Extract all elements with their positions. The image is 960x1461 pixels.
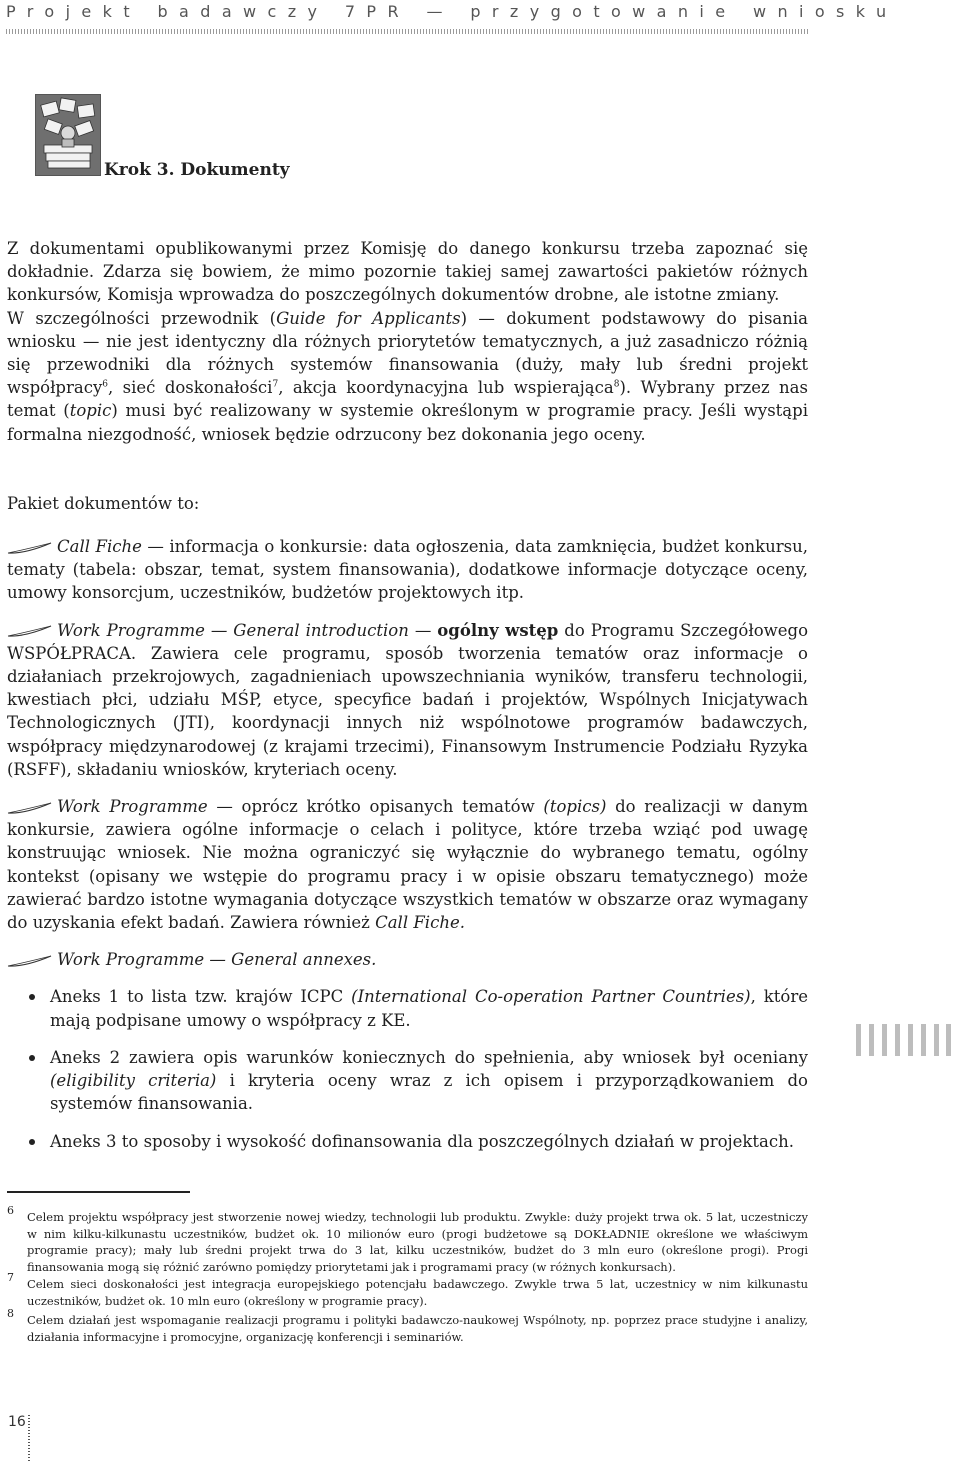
annex-bullet-1 bbox=[7, 985, 808, 1031]
page-number: 16 bbox=[8, 1414, 26, 1430]
step-title: Krok 3. Dokumenty bbox=[104, 160, 290, 180]
item-text: do Programu Szczegółowego WSPÓŁPRACA. Zawiera cele programu, sposób tworzenia tematów oraz informacje o działaniach przekrojowych, zagadnieniach upowszechniania wyników, transferu technologii, kwestiach płci, udziału MŚP, etyce, specyfice badań i projektów, Wspólnych Inicjatywach Technologicznych (JTI), koordynacji innych niż wspólnotowe programów badawczych, współpracy międzynarodowej (z krajami trzecimi), Finansowym Instrumencie Podziału Ryzyka (RSFF), składaniu wniosków, kryteriach oceny. bbox=[7, 620, 809, 779]
page-number-marks bbox=[28, 1415, 30, 1461]
annex-text: Aneks 1 to lista tzw. krajów ICPC bbox=[50, 987, 352, 1007]
item-italic: (topics) bbox=[543, 797, 607, 817]
page-edge-marks bbox=[856, 1024, 952, 1056]
annex-text: Aneks 2 zawiera opis warunków koniecznych do spełnienia, aby wniosek był oceniany bbox=[50, 1047, 808, 1067]
item-separator: — bbox=[408, 620, 438, 640]
header-rule bbox=[6, 29, 808, 34]
package-item-general-annexes bbox=[7, 948, 808, 971]
item-title: Work Programme — General introduction bbox=[57, 620, 409, 640]
item-text: — informacja o konkursie: data ogłoszenia, data zamknięcia, budżet konkursu, tematy (tabela: obszar, temat, system finansowania), dodatkowe informacje dotyczące oceny, umowy konsorcjum, uczestników, budżetów projektowych itp. bbox=[7, 537, 808, 603]
footnote-ref: 8 bbox=[613, 379, 620, 390]
footnote-text: Celem działań jest wspomaganie realizacji programu i polityki badawczo-naukowej Wspólnoty, np. poprzez prace studyjne i analizy, działania informacyjne i promocyjne, organizację konferencji i seminariów. bbox=[27, 1313, 808, 1344]
intro-paragraph-1: Z dokumentami opublikowanymi przez Komisję do danego konkursu trzeba zapoznać się dokładnie. Zdarza się bowiem, że mimo pozornie takiej samej zawartości pakietów różnych konkursów, Komisja wprowadza do poszczególnych dokumentów drobne, ale istotne zmiany. bbox=[7, 239, 808, 305]
text-run: , sieć doskonałości bbox=[108, 378, 273, 398]
item-text: do realizacji w danym konkursie, zawiera ogólne informacje o celach i polityce, które trzeba wziąć pod uwagę konstruując wniosek. Nie można ograniczyć się wyłącznie do wybranego tematu, ogólny kontekst (opisany we wstępie do programu pracy i w opisie obszaru tematycznego) może zawierać bardzo istotne wymagania dotyczące wszystkich tematów w obszarze oraz wymagany do uzyskania efekt badań. Zawiera również bbox=[7, 797, 808, 933]
item-title: Call Fiche bbox=[57, 537, 142, 557]
text-run: ) musi być realizowany w systemie określonym w programie pracy. Jeśli wystąpi formalna niezgodność, wniosek będzie odrzucony bez dokonania jego oceny. bbox=[7, 401, 808, 444]
swoosh-arrow-icon bbox=[7, 954, 53, 968]
footnote-text: Celem projektu współpracy jest stworzenie nowej wiedzy, technologii lub produktu. Zwykle: duży projekt trwa ok. 5 lat, uczestniczy w nim kilku-kilkunastu uczestników, budżet ok. 10 milionów euro (progi budżetowe są DOKŁADNIE określone we właściwym programie pracy); mały lub średni projekt trwa do 3 lat, kilku uczestników, budżet do 3 mln euro (określone progi). Progi finansowania mogą się różnić zarówno pomiędzy priorytetami jak i programami pracy (w różnych konkursach). bbox=[27, 1210, 808, 1274]
package-item-general-introduction bbox=[7, 619, 808, 781]
annex-text: Aneks 3 to sposoby i wysokość dofinansowania dla poszczególnych działań w projektach. bbox=[50, 1131, 795, 1151]
annex-italic: (eligibility criteria) bbox=[50, 1071, 217, 1091]
footnote-6 bbox=[7, 1204, 808, 1275]
footnote-rule bbox=[7, 1191, 190, 1193]
bullet-dot bbox=[29, 1055, 35, 1061]
package-heading: Pakiet dokumentów to: bbox=[7, 493, 200, 513]
italic-run: Guide for Applicants bbox=[276, 308, 461, 328]
item-text: — oprócz krótko opisanych tematów bbox=[207, 797, 544, 817]
text-run: ). Wybrany przez nas temat ( bbox=[7, 378, 808, 421]
footnote-number: 6 bbox=[7, 1204, 14, 1217]
text-run: W szczególności przewodnik ( bbox=[7, 308, 277, 328]
item-title: Work Programme — General annexes. bbox=[57, 950, 377, 970]
package-item-work-programme bbox=[7, 795, 808, 934]
annex-bullet-2 bbox=[7, 1046, 808, 1116]
italic-run: topic bbox=[69, 401, 112, 421]
documents-pile-illustration bbox=[36, 95, 100, 175]
swoosh-arrow-icon bbox=[7, 541, 53, 555]
footnote-ref: 7 bbox=[272, 379, 279, 390]
footnote-number: 8 bbox=[7, 1307, 14, 1320]
item-italic: Call Fiche. bbox=[375, 913, 465, 933]
swoosh-arrow-icon bbox=[7, 801, 53, 815]
annex-text: i kryteria oceny wraz z ich opisem i przyporządkowaniem do systemów finansowania. bbox=[50, 1071, 808, 1114]
footnote-text: Celem sieci doskonałości jest integracja europejskiego potencjału badawczego. Zwykle trwa 5 lat, uczestnicy w nim kilkunastu uczestników, budżet ok. 10 mln euro (określony w programie pracy). bbox=[27, 1277, 808, 1308]
main-content bbox=[7, 237, 808, 1153]
text-run: , akcja koordynacyjna lub wspierająca bbox=[278, 378, 614, 398]
annex-bullet-3 bbox=[7, 1130, 808, 1153]
swoosh-arrow-icon bbox=[7, 624, 53, 638]
item-bold: ogólny wstęp bbox=[437, 620, 559, 640]
annex-text: , które mają podpisane umowy o współpracy z KE. bbox=[50, 987, 808, 1030]
footnote-ref: 6 bbox=[102, 379, 109, 390]
documents-pile-icon bbox=[35, 94, 101, 176]
running-header: Projekt badawczy 7PR — przygotowanie wniosku bbox=[6, 2, 898, 21]
package-item-call-fiche bbox=[7, 535, 808, 605]
item-title: Work Programme bbox=[57, 797, 208, 817]
intro-paragraph-2 bbox=[7, 307, 808, 446]
text-run: ) — dokument podstawowy do pisania wniosku — nie jest identyczny dla różnych priorytetów tematycznych, a już zasadniczo różnią się przewodniki dla różnych systemów finansowania (duży, mały lub średni projekt współpracy bbox=[7, 308, 808, 398]
footnote-7 bbox=[7, 1271, 808, 1309]
annex-italic: (International Co-operation Partner Countries) bbox=[351, 987, 751, 1007]
bullet-dot bbox=[29, 1139, 35, 1145]
footnote-number: 7 bbox=[7, 1271, 14, 1284]
bullet-dot bbox=[29, 994, 35, 1000]
footnote-8 bbox=[7, 1307, 808, 1345]
